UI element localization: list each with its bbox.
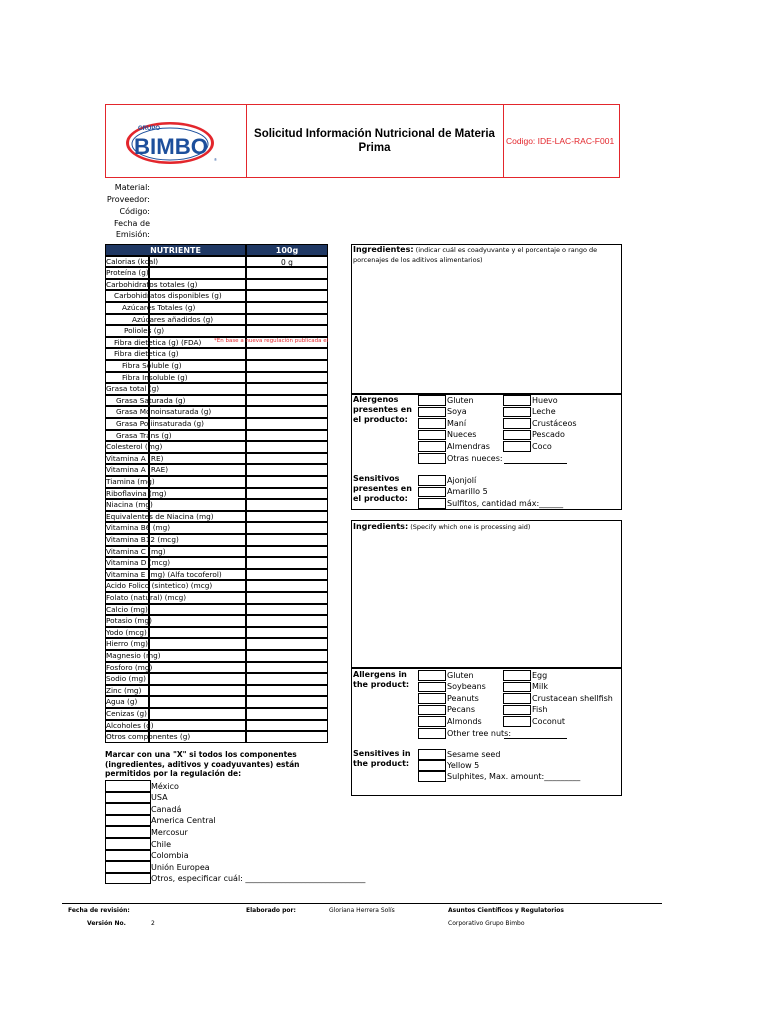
sensitive-checkbox[interactable] [418, 498, 446, 509]
corporate: Corporativo Grupo Bimbo [448, 920, 525, 927]
nutrient-row [105, 395, 328, 407]
allergen-label: Nueces [447, 430, 477, 440]
nutrient-row [105, 453, 328, 465]
allergen-checkbox[interactable] [418, 407, 446, 418]
nutrient-value-input[interactable] [246, 708, 328, 720]
sensitive-label: Yellow 5 [447, 760, 480, 770]
nutrient-row [105, 302, 328, 314]
allergen-checkbox[interactable] [503, 693, 531, 704]
form-title: Solicitud Información Nutricional de Materia Prima [246, 105, 504, 177]
nutrient-row [105, 499, 328, 511]
ingredientes-label: Ingredientes: [353, 245, 414, 254]
country-checkbox[interactable] [105, 803, 151, 815]
nutrient-label: Potasio (mg) [106, 616, 152, 626]
nutrient-row [105, 314, 328, 326]
footer-divider [62, 903, 662, 904]
form-header [105, 104, 620, 178]
nutrient-label: Agua (g) [106, 697, 138, 707]
sensitive-checkbox[interactable] [418, 760, 446, 771]
nutrient-value-input[interactable] [246, 383, 328, 395]
nutrient-row [105, 290, 328, 302]
nutrient-label: Polioles (g) [124, 326, 165, 336]
ingredients-label: Ingredients: [353, 522, 409, 531]
nutrient-label: Tiamina (mg) [106, 477, 155, 486]
country-label: Canadá [151, 804, 182, 814]
sensitive-checkbox[interactable] [418, 487, 446, 498]
nutrient-label: Carbohidratos totales (g) [106, 279, 198, 289]
nutrient-col-header: NUTRIENTE [105, 244, 246, 256]
version-value: 2 [151, 920, 155, 927]
alergenos-box [351, 394, 622, 510]
nutrient-value-input[interactable] [246, 441, 328, 453]
sensitive-label: Ajonjolí [447, 475, 477, 485]
allergen-label: Other tree nuts: [447, 728, 512, 738]
nutrient-value-input[interactable] [246, 615, 328, 627]
nutrient-label: Sodio (mg) [106, 674, 146, 684]
nutrient-row [105, 256, 328, 268]
sensitive-label: Sesame seed [447, 749, 501, 759]
nutrient-row [105, 488, 328, 500]
nutrient-row [105, 580, 328, 592]
meta-labels [100, 182, 150, 242]
sensitive-checkbox[interactable] [418, 771, 446, 782]
nutrient-label: Equivalentes de Niacina (mg) [106, 511, 214, 521]
nutrient-row [105, 627, 328, 639]
allergen-label: Huevo [532, 395, 558, 405]
nutrient-label: Vitamina B12 (mcg) [106, 535, 179, 544]
nutrient-row [105, 685, 328, 697]
nutrient-row [105, 604, 328, 616]
other-nuts-line[interactable] [504, 738, 567, 739]
allergen-checkbox[interactable] [418, 670, 446, 681]
sensitive-checkbox[interactable] [418, 749, 446, 760]
allergen-checkbox[interactable] [418, 682, 446, 693]
ingredients-note: (Specify which one is processing aid) [410, 523, 531, 531]
nutrient-value-input[interactable] [246, 360, 328, 372]
allergen-label: Gluten [447, 395, 474, 405]
nutrient-row [105, 348, 328, 360]
nutrient-label: Cenizas (g) [106, 709, 147, 718]
nutrient-value-input[interactable] [246, 534, 328, 546]
country-label: Mercosur [151, 827, 188, 837]
country-label: Colombia [151, 851, 189, 861]
fda-note: *En base a nueva regulación publicada el [214, 338, 329, 344]
fecha-label-2: Emisión: [115, 230, 150, 239]
allergen-checkbox[interactable] [418, 441, 446, 452]
country-checkbox[interactable] [105, 815, 151, 827]
allergen-checkbox[interactable] [503, 407, 531, 418]
revision-label: Fecha de revisión: [68, 907, 130, 914]
nutrient-value-input[interactable] [246, 418, 328, 430]
nutrient-label: Otros componentes (g) [106, 732, 191, 742]
nutrient-label: Grasa Trans (g) [116, 430, 172, 440]
nutrient-label: Grasa Saturada (g) [116, 395, 186, 405]
allergen-label: Almonds [447, 716, 482, 726]
nutrient-value-input[interactable] [246, 650, 328, 662]
nutrient-label: Hierro (mg) [106, 639, 148, 649]
nutrient-label: Yodo (mcg) [106, 627, 147, 637]
nutrient-value-input[interactable] [246, 267, 328, 279]
nutrient-label: Colesterol (mg) [106, 442, 163, 452]
nutrient-label: Grasa total (g) [106, 384, 160, 394]
nutrient-value-input[interactable] [246, 720, 328, 732]
nutrient-value-input[interactable] [246, 522, 328, 534]
allergen-checkbox[interactable] [503, 682, 531, 693]
allergens-label: Allergens in the product: [353, 670, 410, 689]
allergen-checkbox[interactable] [503, 705, 531, 716]
logo-cell [106, 105, 247, 177]
other-nuts-line[interactable] [504, 463, 567, 464]
allergen-label: Coconut [532, 716, 566, 726]
allergen-checkbox[interactable] [418, 418, 446, 429]
nutrient-row [105, 696, 328, 708]
nutrient-row [105, 534, 328, 546]
nutrient-row [105, 522, 328, 534]
country-checkbox[interactable] [105, 838, 151, 850]
nutrient-label: Vitamina E (mg) (Alfa tocoferol) [106, 569, 222, 579]
nutrient-value-input[interactable] [246, 406, 328, 418]
nutrient-value-input[interactable] [246, 673, 328, 685]
nutrient-value-input[interactable] [246, 314, 328, 326]
nutrient-label: Fibra dietetica (g) (FDA) [114, 337, 202, 347]
allergens-box [351, 668, 622, 796]
sensitive-label: Sulphites, Max. amount:_________ [447, 771, 581, 781]
nutrient-label: Vitamina A (RE) [106, 453, 164, 463]
svg-text:®: ® [214, 157, 217, 162]
nutrient-value-input[interactable] [246, 638, 328, 650]
regulation-intro: Marcar con una "X" si todos los componentes (ingredientes, aditivos y coadyuvantes) están permitidos por la regulación de: [105, 750, 300, 778]
nutrient-header-row [105, 244, 328, 256]
allergen-checkbox[interactable] [503, 430, 531, 441]
department: Asuntos Científicos y Regulatorios [448, 907, 564, 914]
fecha-label-1: Fecha de [114, 219, 150, 228]
nutrient-row [105, 441, 328, 453]
allergen-label: Almendras [447, 441, 490, 451]
nutrient-value-input[interactable] [246, 569, 328, 581]
nutrient-value-input[interactable] [246, 302, 328, 314]
nutrient-row [105, 267, 328, 279]
nutrient-row [105, 708, 328, 720]
nutrient-row [105, 430, 328, 442]
nutrient-value-input[interactable] [246, 430, 328, 442]
nutrient-label: Vitamina C (mg) [106, 546, 166, 556]
nutrient-label: Vitamina A (RAE) [106, 465, 169, 475]
nutrient-value-input[interactable] [246, 511, 328, 523]
nutrient-value-input[interactable] [246, 499, 328, 511]
allergen-label: Pecans [447, 705, 475, 715]
proveedor-label: Proveedor: [106, 195, 150, 204]
nutrient-label: Folato (natural) (mcg) [106, 593, 187, 602]
nutrient-value-input[interactable] [246, 662, 328, 674]
nutrient-value-input[interactable]: 0 g [246, 256, 328, 268]
bimbo-logo [124, 117, 224, 167]
allergen-checkbox[interactable] [418, 705, 446, 716]
nutrient-row [105, 592, 328, 604]
allergen-checkbox[interactable] [418, 395, 446, 406]
allergen-label: Soya [447, 407, 467, 417]
allergen-checkbox[interactable] [503, 670, 531, 681]
allergen-label: Otras nueces: [447, 453, 503, 463]
nutrient-row [105, 511, 328, 523]
nutrient-value-input[interactable] [246, 557, 328, 569]
nutrient-label: Magnesio (mg) [106, 651, 161, 660]
nutrient-value-input[interactable] [246, 592, 328, 604]
form-code: Codigo: IDE-LAC-RAC-F001 [506, 136, 615, 146]
svg-text:GRUPO: GRUPO [138, 126, 161, 132]
nutrient-label: Fibra dietetica (g) [114, 349, 179, 359]
nutrient-value-input[interactable] [246, 476, 328, 488]
nutrient-label: Calcio (mg) [106, 604, 148, 614]
nutrient-value-input[interactable] [246, 685, 328, 697]
nutrient-row [105, 360, 328, 372]
nutrient-label: Proteína (g) [106, 268, 149, 278]
nutrient-label: Grasa Poliinsaturada (g) [116, 419, 205, 428]
allergen-label: Soybeans [447, 682, 486, 692]
nutrient-row [105, 650, 328, 662]
sensitive-label: Amarillo 5 [447, 487, 488, 497]
nutrient-value-input[interactable] [246, 279, 328, 291]
country-label: Unión Europea [151, 862, 210, 872]
nutrient-value-input[interactable] [246, 395, 328, 407]
nutrient-value-input[interactable] [246, 464, 328, 476]
nutrient-label: Fibra Soluble (g) [122, 361, 182, 370]
nutrient-label: Acido Folico (sintetico) (mcg) [106, 581, 213, 591]
country-checkbox[interactable] [105, 826, 151, 838]
nutrient-row [105, 464, 328, 476]
sensitivos-label: Sensitivos presentes en el producto: [353, 474, 412, 503]
country-checkbox[interactable] [105, 861, 151, 873]
nutrient-value-input[interactable] [246, 731, 328, 743]
nutrient-value-input[interactable] [246, 348, 328, 360]
material-label: Material: [114, 183, 150, 192]
ingredientes-note: (indicar cuál es coadyuvante y el porcentaje o rango de porcenajes de los aditivos alimentarios) [353, 246, 598, 264]
allergen-label: Egg [532, 670, 548, 680]
allergen-label: Gluten [447, 670, 474, 680]
version-label: Versión No. [87, 920, 126, 927]
allergen-checkbox[interactable] [418, 716, 446, 727]
allergen-label: Leche [532, 407, 556, 417]
nutrient-label: Niacina (mg) [106, 500, 153, 510]
nutrient-label: Grasa Monoinsaturada (g) [116, 407, 212, 417]
prepared-label: Elaborado por: [246, 907, 296, 914]
nutrient-value-input[interactable] [246, 546, 328, 558]
nutrient-row [105, 720, 328, 732]
nutrient-value-input[interactable] [246, 627, 328, 639]
allergen-label: Maní [447, 418, 467, 428]
nutrient-value-input[interactable] [246, 580, 328, 592]
allergen-checkbox[interactable] [503, 441, 531, 452]
country-label: America Central [151, 816, 216, 826]
allergen-checkbox[interactable] [503, 418, 531, 429]
allergen-checkbox[interactable] [503, 716, 531, 727]
sensitive-checkbox[interactable] [418, 475, 446, 486]
nutrient-value-input[interactable] [246, 290, 328, 302]
country-checkbox[interactable] [105, 873, 151, 885]
nutrient-label: Fibra Insoluble (g) [122, 372, 188, 382]
nutrient-row [105, 557, 328, 569]
codigo-label: Código: [119, 207, 150, 216]
country-label: USA [151, 793, 168, 803]
alergenos-label: Alergenos presentes en el producto: [353, 395, 412, 424]
allergen-label: Crustáceos [532, 418, 577, 428]
nutrient-row [105, 673, 328, 685]
nutrient-value-input[interactable] [246, 453, 328, 465]
nutrient-row [105, 569, 328, 581]
nutrient-label: Fosforo (mg) [106, 662, 153, 672]
country-label: Chile [151, 839, 172, 849]
nutrient-row [105, 662, 328, 674]
nutrient-label: Vitamina B6 (mg) [106, 523, 171, 533]
nutrient-row [105, 279, 328, 291]
sensitive-label: Sulfitos, cantidad máx:______ [447, 498, 564, 508]
nutrient-label: Alcoholes (g) [106, 720, 154, 730]
nutrient-value-input[interactable] [246, 604, 328, 616]
allergen-label: Fish [532, 705, 548, 715]
nutrient-label: Zinc (mg) [106, 685, 142, 695]
sensitives-label: Sensitives in the product: [353, 749, 411, 768]
nutrient-value-input[interactable] [246, 488, 328, 500]
ingredients-box[interactable] [351, 520, 622, 668]
nutrient-label: Vitamina D (mcg) [106, 558, 171, 568]
ingredientes-box[interactable] [351, 244, 622, 394]
nutrient-row [105, 383, 328, 395]
allergen-label: Crustacean shellfish [532, 693, 613, 703]
country-label: Otros, especificar cuál: ______________________________ [151, 874, 366, 884]
country-checkbox[interactable] [105, 850, 151, 862]
allergen-label: Peanuts [447, 693, 479, 703]
nutrient-row [105, 476, 328, 488]
nutrient-row [105, 372, 328, 384]
nutrient-label: Calorias (kcal) [106, 256, 159, 266]
nutrient-row [105, 418, 328, 430]
allergen-checkbox[interactable] [418, 728, 446, 739]
allergen-checkbox[interactable] [503, 395, 531, 406]
allergen-label: Coco [532, 441, 552, 451]
country-label: México [151, 781, 179, 791]
allergen-label: Milk [532, 682, 548, 692]
allergen-checkbox[interactable] [418, 430, 446, 441]
nutrient-row [105, 638, 328, 650]
nutrient-row [105, 406, 328, 418]
nutrient-row [105, 546, 328, 558]
nutrient-label: Carbohidratos disponibles (g) [114, 291, 222, 301]
nutrient-row [105, 731, 328, 743]
prepared-value: Gloriana Herrera Solís [329, 907, 395, 914]
nutrient-label: Riboflavina (mg) [106, 488, 167, 498]
allergen-label: Pescado [532, 430, 565, 440]
nutrient-row [105, 615, 328, 627]
value-col-header: 100g [246, 244, 328, 256]
allergen-checkbox[interactable] [418, 693, 446, 704]
allergen-checkbox[interactable] [418, 453, 446, 464]
nutrient-value-input[interactable] [246, 372, 328, 384]
svg-text:BIMBO: BIMBO [134, 134, 208, 159]
nutrient-value-input[interactable] [246, 696, 328, 708]
nutrient-label: Azúcares Totales (g) [122, 303, 196, 312]
country-checkbox[interactable] [105, 792, 151, 804]
nutrient-label: Azúcares añadidos (g) [132, 314, 214, 324]
country-checkbox[interactable] [105, 780, 151, 792]
